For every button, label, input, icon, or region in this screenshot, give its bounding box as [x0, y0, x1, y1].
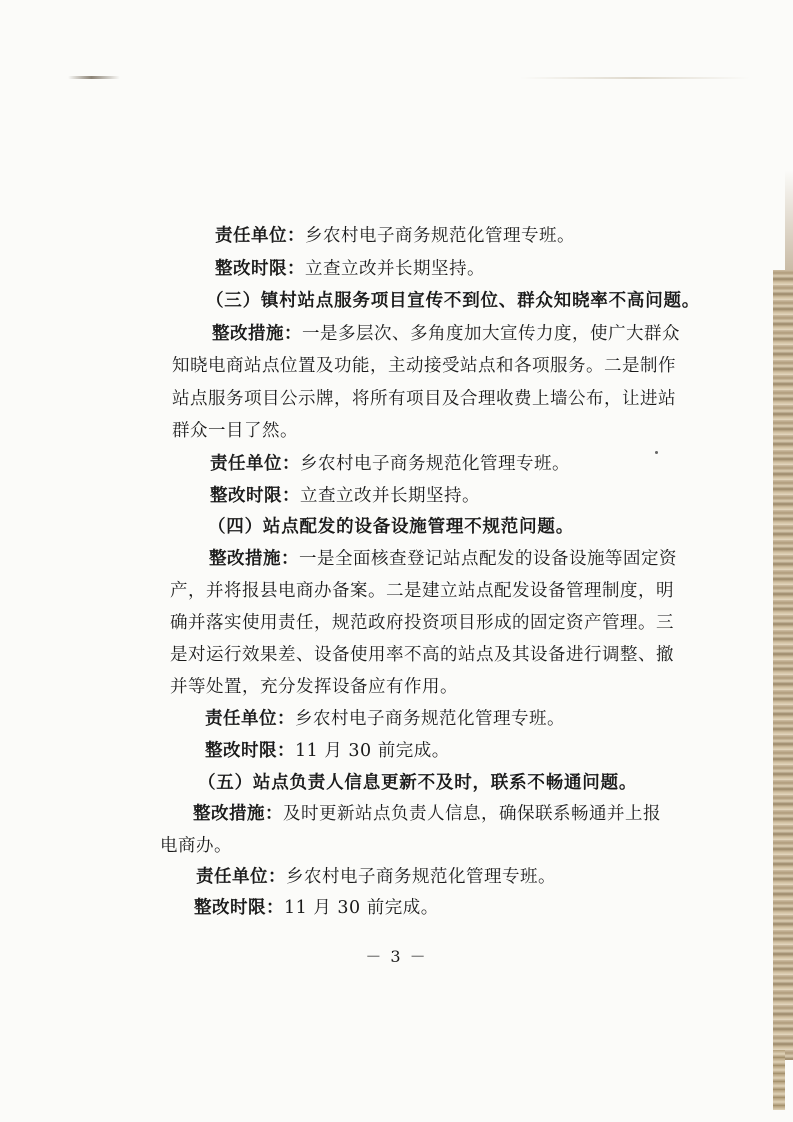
page-edge-shadow	[785, 170, 793, 270]
deadline-value: 立查立改并长期坚持。	[300, 486, 480, 506]
measures-text: 及时更新站点负责人信息，确保联系畅通并上报	[283, 804, 661, 824]
responsible-unit-label: 责任单位：	[205, 709, 295, 729]
responsible-unit-line	[215, 225, 575, 247]
measures-label: 整改措施：	[212, 324, 302, 344]
measures-text: 一是多层次、多角度加大宣传力度，使广大群众	[302, 324, 680, 344]
section-heading: （五）站点负责人信息更新不及时，联系不畅通问题。	[198, 773, 638, 793]
deadline-label: 整改时限：	[210, 486, 300, 506]
measures-text: 一是全面核查登记站点配发的设备设施等固定资	[299, 549, 677, 569]
page-edge-shadow	[773, 270, 793, 1060]
deadline-line	[194, 897, 439, 919]
scan-speck	[655, 451, 658, 454]
page-number: － 3 －	[365, 947, 428, 966]
responsible-unit-line	[210, 453, 570, 475]
deadline-label: 整改时限：	[194, 898, 284, 918]
section-heading: （三）镇村站点服务项目宣传不到位、群众知晓率不高问题。	[206, 291, 701, 311]
responsible-unit-line	[205, 708, 565, 730]
deadline-value: 11 月 30 前完成。	[284, 898, 439, 918]
responsible-unit-label: 责任单位：	[210, 454, 300, 474]
deadline-value: 立查立改并长期坚持。	[305, 259, 485, 279]
scan-smudge	[68, 76, 120, 79]
responsible-unit-value: 乡农村电子商务规范化管理专班。	[305, 226, 575, 246]
measures-label: 整改措施：	[209, 549, 299, 569]
measures-text: 是对运行效果差、设备使用率不高的站点及其设备进行调整、撤	[170, 645, 674, 665]
measures-line	[212, 323, 680, 345]
measures-line	[209, 548, 677, 570]
measures-text: 产，并将报县电商办备案。二是建立站点配发设备管理制度，明	[170, 581, 674, 601]
responsible-unit-line	[196, 866, 556, 888]
deadline-line	[205, 740, 450, 762]
measures-text: 站点服务项目公示牌，将所有项目及合理收费上墙公布，让进站	[172, 389, 676, 409]
responsible-unit-value: 乡农村电子商务规范化管理专班。	[286, 867, 556, 887]
responsible-unit-label: 责任单位：	[196, 867, 286, 887]
measures-text: 并等处置，充分发挥设备应有作用。	[170, 677, 458, 697]
responsible-unit-label: 责任单位：	[215, 226, 305, 246]
measures-line	[193, 803, 661, 825]
deadline-line	[215, 258, 485, 280]
deadline-value: 11 月 30 前完成。	[295, 741, 450, 761]
scan-smudge	[520, 77, 750, 79]
responsible-unit-value: 乡农村电子商务规范化管理专班。	[295, 709, 565, 729]
measures-text: 电商办。	[160, 836, 232, 856]
measures-label: 整改措施：	[193, 804, 283, 824]
deadline-label: 整改时限：	[205, 741, 295, 761]
page-edge-shadow	[773, 1050, 785, 1110]
responsible-unit-value: 乡农村电子商务规范化管理专班。	[300, 454, 570, 474]
measures-text: 知晓电商站点位置及功能，主动接受站点和各项服务。二是制作	[172, 356, 676, 376]
measures-text: 群众一目了然。	[172, 421, 298, 441]
measures-text: 确并落实使用责任，规范政府投资项目形成的固定资产管理。三	[170, 613, 674, 633]
deadline-label: 整改时限：	[215, 259, 305, 279]
section-heading: （四）站点配发的设备设施管理不规范问题。	[208, 517, 574, 537]
deadline-line	[210, 485, 480, 507]
